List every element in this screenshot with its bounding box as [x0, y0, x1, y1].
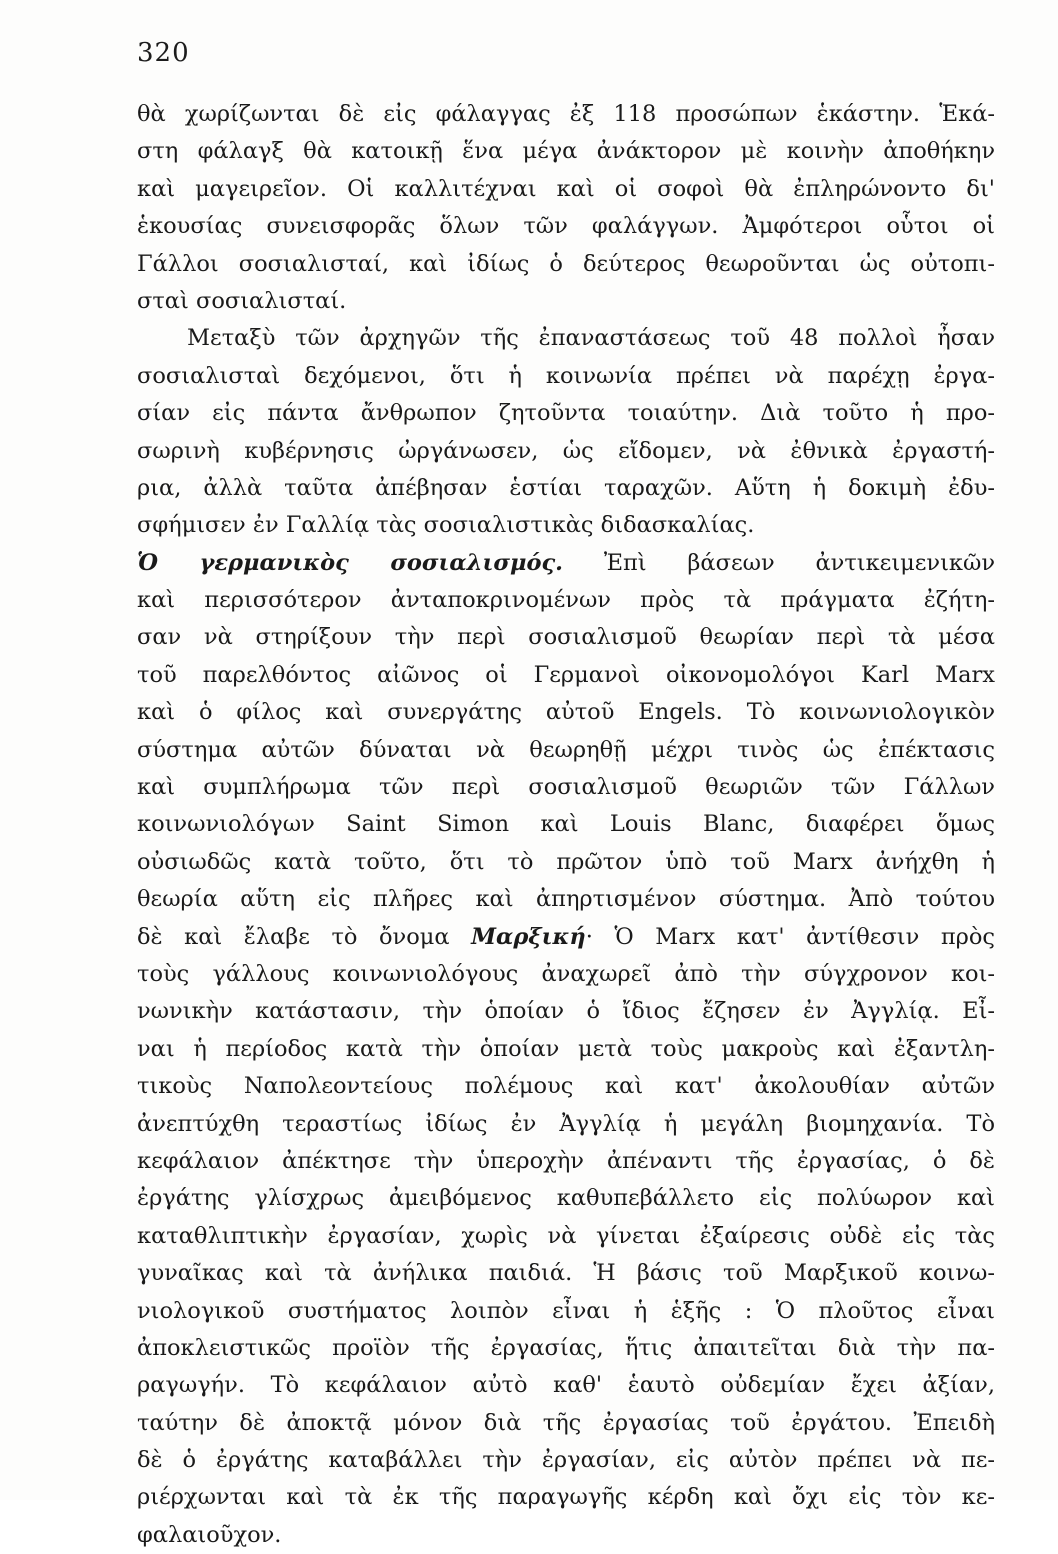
text-line: ραγωγήν. Τὸ κεφάλαιον αὐτὸ καθ' ἑαυτὸ οὐδεμίαν ἔχει ἀξίαν, [137, 1372, 995, 1399]
text-line: καὶ περισσότερον ἀνταποκρινομένων πρὸς τὰ πράγματα ἐζήτη- [137, 587, 995, 614]
text-line: ταύτην δὲ ἀποκτᾷ μόνον διὰ τῆς ἐργασίας τοῦ ἐργάτου. Ἐπειδὴ [137, 1409, 995, 1436]
text-line: σύστημα αὐτῶν δύναται νὰ θεωρηθῇ μέχρι τινὸς ὡς ἐπέκτασις [137, 736, 995, 763]
text-line: σίαν εἰς πάντα ἄνθρωπον ζητοῦντα τοιαύτην. Διὰ τοῦτο ἡ προ- [137, 400, 995, 427]
text-line [137, 919, 995, 956]
text-line: ναι ἡ περίοδος κατὰ τὴν ὁποίαν μετὰ τοὺς μακροὺς καὶ ἐξαντλη- [137, 1035, 995, 1062]
text-line: καὶ μαγειρεῖον. Οἱ καλλιτέχναι καὶ οἱ σοφοὶ θὰ ἐπληρώνοντο δι' [137, 175, 995, 202]
text-line: Γάλλοι σοσιαλισταί, καὶ ἰδίως ὁ δεύτερος θεωροῦνται ὡς οὐτοπι- [137, 250, 995, 277]
text-line: καὶ ὁ φίλος καὶ συνεργάτης αὐτοῦ Engels. Τὸ κοινωνιολογικὸν [137, 699, 995, 726]
text-line: τικοὺς Ναπολεοντείους πολέμους καὶ κατ' ἀκολουθίαν αὐτῶν [137, 1073, 995, 1100]
text-line: καὶ συμπλήρωμα τῶν περὶ σοσιαλισμοῦ θεωριῶν τῶν Γάλλων [137, 774, 995, 801]
text-line: ἑκουσίας συνεισφορᾶς ὅλων τῶν φαλάγγων. Ἀμφότεροι οὗτοι οἱ [137, 213, 995, 240]
text-line: Μεταξὺ τῶν ἀρχηγῶν τῆς ἐπαναστάσεως τοῦ 48 πολλοὶ ἦσαν [187, 325, 995, 352]
text-line: σωρινὴ κυβέρνησις ὠργάνωσεν, ὡς εἴδομεν, νὰ ἐθνικὰ ἐργαστή- [137, 437, 995, 464]
section-heading: Ὁ γερμανικὸς σοσιαλισμός. [137, 549, 563, 576]
text-line: κοινωνιολόγων Saint Simon καὶ Louis Blanc, διαφέρει ὅμως [137, 811, 995, 838]
text-line: θεωρία αὕτη εἰς πλῆρες καὶ ἀπηρτισμένον σύστημα. Ἀπὸ τούτου [137, 886, 995, 913]
text-line: σταὶ σοσιαλισταί. [137, 287, 347, 314]
text-line: σαν νὰ στηρίξουν τὴν περὶ σοσιαλισμοῦ θεωρίαν περὶ τὰ μέσα [137, 624, 995, 651]
text-line: σοσιαλισταὶ δεχόμενοι, ὅτι ἡ κοινωνία πρέπει νὰ παρέχῃ ἐργα- [137, 362, 995, 389]
text-line: ρια, ἀλλὰ ταῦτα ἀπέβησαν ἑστίαι ταραχῶν. Αὕτη ἡ δοκιμὴ ἐδυ- [137, 474, 995, 501]
text-line: ἀποκλειστικῶς προϊὸν τῆς ἐργασίας, ἥτις ἀπαιτεῖται διὰ τὴν πα- [137, 1334, 995, 1361]
text-line [137, 545, 995, 582]
text-run: · Ὁ Marx κατ' ἀντίθεσιν πρὸς [585, 923, 995, 950]
text-line: νωνικὴν κατάστασιν, τὴν ὁποίαν ὁ ἴδιος ἔζησεν ἐν Ἀγγλίᾳ. Εἶ- [137, 998, 995, 1025]
page-number: 320 [137, 38, 190, 68]
text-line: ἀνεπτύχθη τεραστίως ἰδίως ἐν Ἀγγλίᾳ ἡ μεγάλη βιομηχανία. Τὸ [137, 1110, 995, 1137]
text-line: τοῦ παρελθόντος αἰῶνος οἱ Γερμανοὶ οἰκονομολόγοι Karl Marx [137, 661, 995, 688]
text-line: νιολογικοῦ συστήματος λοιπὸν εἶναι ἡ ἑξῆς : Ὁ πλοῦτος εἶναι [137, 1297, 995, 1324]
emphasized-term: Μαρξική [471, 923, 586, 950]
text-line: οὐσιωδῶς κατὰ τοῦτο, ὅτι τὸ πρῶτον ὑπὸ τοῦ Marx ἀνήχθη ἡ [137, 848, 995, 875]
text-run: Ἐπὶ βάσεων ἀντικειμενικῶν [603, 549, 996, 576]
text-line: σφήμισεν ἐν Γαλλίᾳ τὰς σοσιαλιστικὰς διδασκαλίας. [137, 512, 755, 539]
text-run: δὲ καὶ ἔλαβε τὸ ὄνομα [137, 923, 450, 950]
text-line: καταθλιπτικὴν ἐργασίαν, χωρὶς νὰ γίνεται ἐξαίρεσις οὐδὲ εἰς τὰς [137, 1222, 995, 1249]
text-line: στη φάλαγξ θὰ κατοικῇ ἕνα μέγα ἀνάκτορον μὲ κοινὴν ἀποθήκην [137, 138, 995, 165]
text-line: κεφάλαιον ἀπέκτησε τὴν ὑπεροχὴν ἀπέναντι τῆς ἐργασίας, ὁ δὲ [137, 1147, 995, 1174]
text-line: ριέρχωνται καὶ τὰ ἐκ τῆς παραγωγῆς κέρδη καὶ ὄχι εἰς τὸν κε- [137, 1484, 995, 1511]
text-line: φαλαιοῦχον. [137, 1521, 282, 1548]
text-line: ἐργάτης γλίσχρως ἀμειβόμενος καθυπεβάλλετο εἰς πολύωρον καὶ [137, 1185, 995, 1212]
body-text [137, 96, 995, 1554]
text-line: θὰ χωρίζωνται δὲ εἰς φάλαγγας ἐξ 118 προσώπων ἑκάστην. Ἑκά- [137, 101, 995, 127]
text-line: τοὺς γάλλους κοινωνιολόγους ἀναχωρεῖ ἀπὸ τὴν σύγχρονον κοι- [137, 960, 995, 987]
text-line: δὲ ὁ ἐργάτης καταβάλλει τὴν ἐργασίαν, εἰς αὐτὸν πρέπει νὰ πε- [137, 1447, 995, 1474]
text-line: γυναῖκας καὶ τὰ ἀνήλικα παιδιά. Ἡ βάσις τοῦ Μαρξικοῦ κοινω- [137, 1260, 995, 1287]
